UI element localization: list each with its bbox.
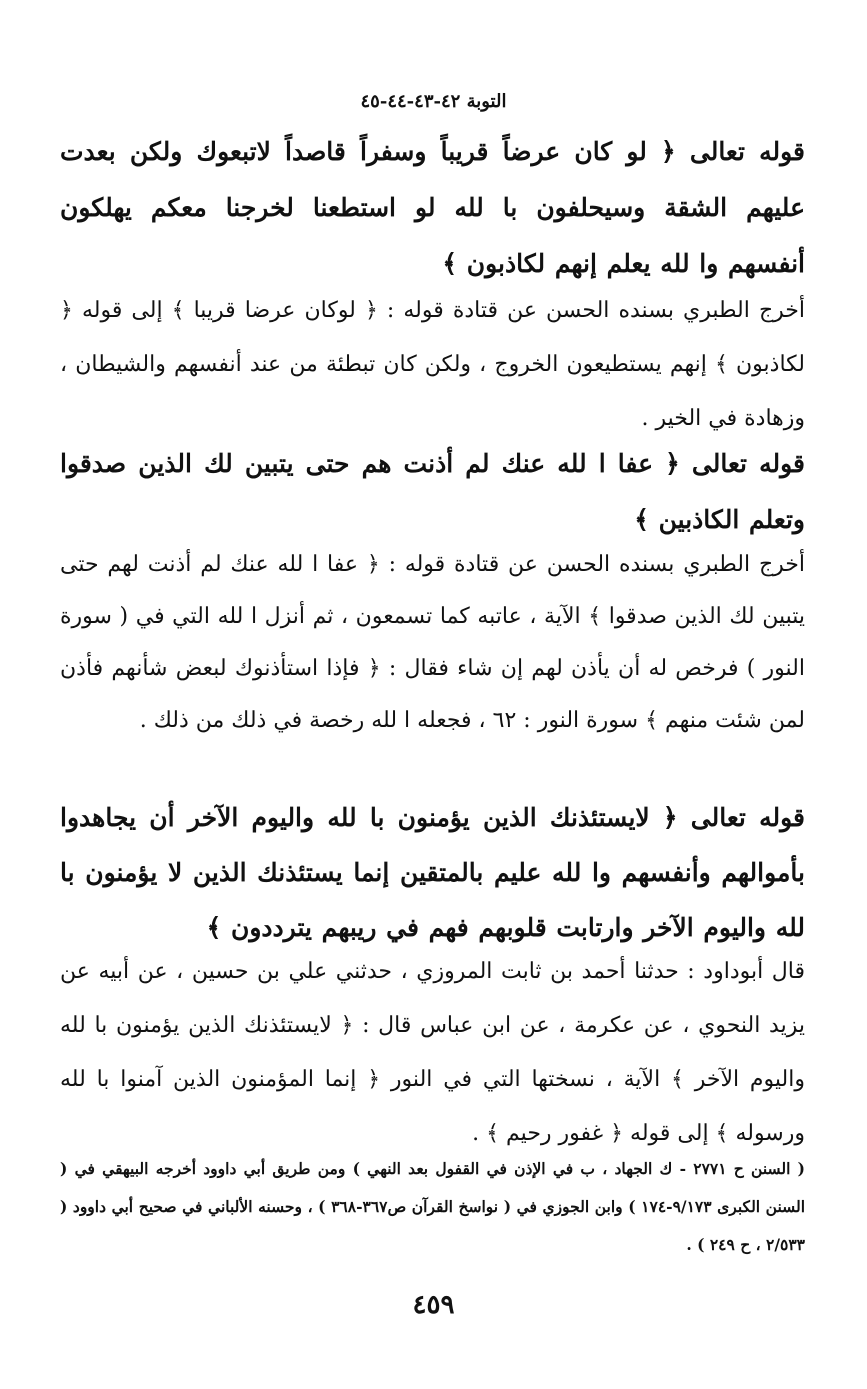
verse-block-1: قوله تعالى ﴿ لو كان عرضاً قريباً وسفراً قاصداً لاتبعوك ولكن بعدت عليهم الشقة وسيحلفون با لله لو استطعنا لخرجنا معكم يهلكون أنفسهم وا لله يعلم إنهم لكاذبون ﴾ xyxy=(60,137,805,278)
commentary-block-3: قال أبوداود : حدثنا أحمد بن ثابت المروزي ، حدثني علي بن حسين ، عن أبيه عن يزيد النحوي ، عن عكرمة ، عن ابن عباس قال : ﴿ لايستئذنك الذين يؤمنون با لله واليوم الآخر ﴾ الآية ، نسختها التي في النور ﴿ إنما المؤمنون الذين آمنوا با لله ورسوله ﴾ إلى قوله ﴿ غفور رحيم ﴾ . xyxy=(60,959,805,1146)
footnote: ( السنن ح ٢٧٧١ - ك الجهاد ، ب في الإذن في القفول بعد النهي ) ومن طريق أبي داوود أخرجه البيهقي في ( السنن الكبرى ٩/١٧٣-١٧٤ ) وابن الجوزي في ( نواسخ القرآن ص٣٦٧-٣٦٨ ) ، وحسنه الألباني في صحيح أبي داوود ( ٢/٥٣٣ ، ح ٢٤٩ ) . xyxy=(60,1159,806,1254)
commentary-block-2: أخرج الطبري بسنده الحسن عن قتادة قوله : ﴿ عفا ا لله عنك لم أذنت لهم حتى يتبين لك الذين صدقوا ﴾ الآية ، عاتبه كما تسمعون ، ثم أنزل ا لله التي في ( سورة النور ) فرخص له أن يأذن لهم إن شاء فقال : ﴿ فإذا استأذنوك لبعض شأنهم فأذن لمن شئت منهم ﴾ سورة النور : ٦٢ ، فجعله ا لله رخصة في ذلك من ذلك . xyxy=(60,552,805,733)
page-number: ٤٥٩ xyxy=(412,1290,455,1320)
verse-block-3: قوله تعالى ﴿ لايستئذنك الذين يؤمنون با لله واليوم الآخر أن يجاهدوا بأموالهم وأنفسهم وا لله عليم بالمتقين إنما يستئذنك الذين لا يؤمنون با لله واليوم الآخر وارتابت قلوبهم فهم في ريبهم يترددون ﴾ xyxy=(60,803,805,942)
running-header: التوبة ٤٢-٤٣-٤٤-٤٥ xyxy=(360,91,507,112)
verse-block-2: قوله تعالى ﴿ عفا ا لله عنك لم أذنت هم حتى يتبين لك الذين صدقوا وتعلم الكاذبين ﴾ xyxy=(60,449,805,534)
commentary-block-1: أخرج الطبري بسنده الحسن عن قتادة قوله : ﴿ لوكان عرضا قريبا ﴾ إلى قوله ﴿ لكاذبون ﴾ إنهم يستطيعون الخروج ، ولكن كان تبطئة من عند أنفسهم والشيطان ، وزهادة في الخير . xyxy=(60,298,805,431)
